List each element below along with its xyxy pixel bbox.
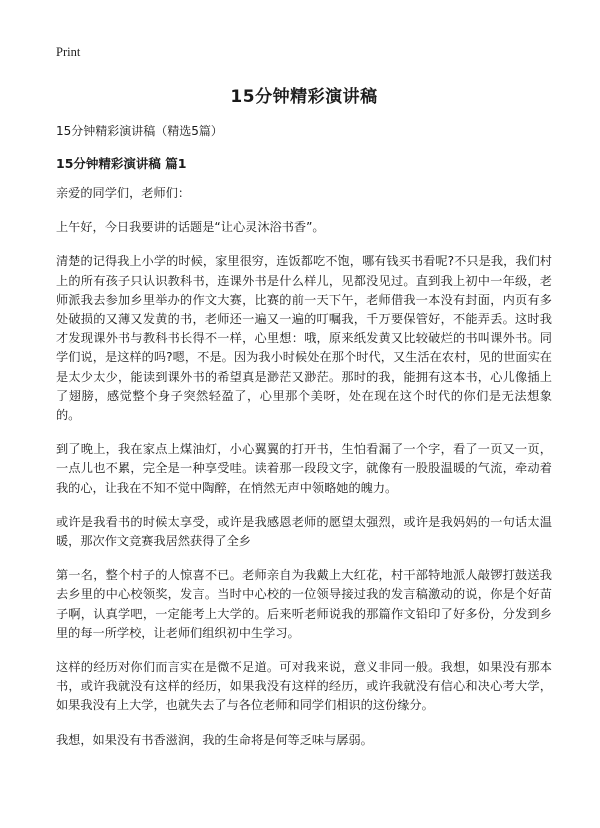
document-subtitle: 15分钟精彩演讲稿（精选5篇） <box>56 124 223 138</box>
paragraph-greeting: 亲爱的同学们，老师们： <box>56 186 191 200</box>
paragraph-first-place: 第一名，整个村子的人惊喜不已。老师亲自为我戴上大红花，村干部特地派人敲锣打鼓送我去乡里的中心校领奖，发言。当时中心校的一位领导接过我的发言稿激动的说，你是个好苗子啊，认真学吧，一定能考上大学的。后来听老师说我的那篇作文铅印了好多份，分发到乡里的每一所学校，让老师们组织初中生学习。 <box>56 568 552 640</box>
paragraph-topic: 上午好，今日我要讲的话题是“让心灵沐浴书香”。 <box>56 220 325 235</box>
paragraph-competition: 或许是我看书的时候太享受，或许是我感恩老师的愿望太强烈，或许是我妈妈的一句话太温暖，那次作文竞赛我居然获得了全乡 <box>56 514 552 549</box>
section-heading: 15分钟精彩演讲稿 篇1 <box>56 156 187 171</box>
print-link[interactable]: Print <box>56 45 81 59</box>
paragraph-meaning: 这样的经历对你们而言实在是微不足道。可对我来说，意义非同一般。我想，如果没有那本书，或许我就没有这样的经历，如果我没有这样的经历，或许我就没有信心和决心考大学，如果我没有上大学，也就失去了与各位老师和同学们相识的这份缘分。 <box>56 660 552 713</box>
paragraph-childhood: 清楚的记得我上小学的时候，家里很穷，连饭都吃不饱，哪有钱买书看呢?不只是我，我们村上的所有孩子只认识教科书，连课外书是什么样儿，见都没见过。直到我上初中一年级，老师派我去参加乡里举办的作文大赛，比赛的前一天下午，老师借我一本没有封面，内页有多处破损的又薄又发黄的书，老师还一遍又一遍的叮嘱我，千万要保管好，不能弄丢。这时我才发现课外书与教科书长得不一样，心里想：哦，原来纸发黄又比较破烂的书叫课外书。同学们说，是这样的吗?嗯，不是。因为我小时候处在那个时代，又生活在农村，见的世面实在是太少太少，能读到课外书的希望真是渺茫又渺茫。那时的我，能拥有这本书，心儿像插上了翅膀，感觉整个身子突然轻盈了，心里那个美呀，处在现在这个时代的你们是无法想象的。 <box>56 254 552 423</box>
page-title: 15分钟精彩演讲稿 <box>230 87 378 107</box>
paragraph-reading-night: 到了晚上，我在家点上煤油灯，小心翼翼的打开书，生怕看漏了一个字，看了一页又一页，一点儿也不累，完全是一种享受哇。读着那一段段文字，就像有一股股温暖的气流，牵动着我的心，让我在不知不觉中陶醉，在悄然无声中领略她的魄力。 <box>56 442 552 495</box>
paragraph-conclusion: 我想，如果没有书香滋润，我的生命将是何等乏味与孱弱。 <box>56 732 373 747</box>
